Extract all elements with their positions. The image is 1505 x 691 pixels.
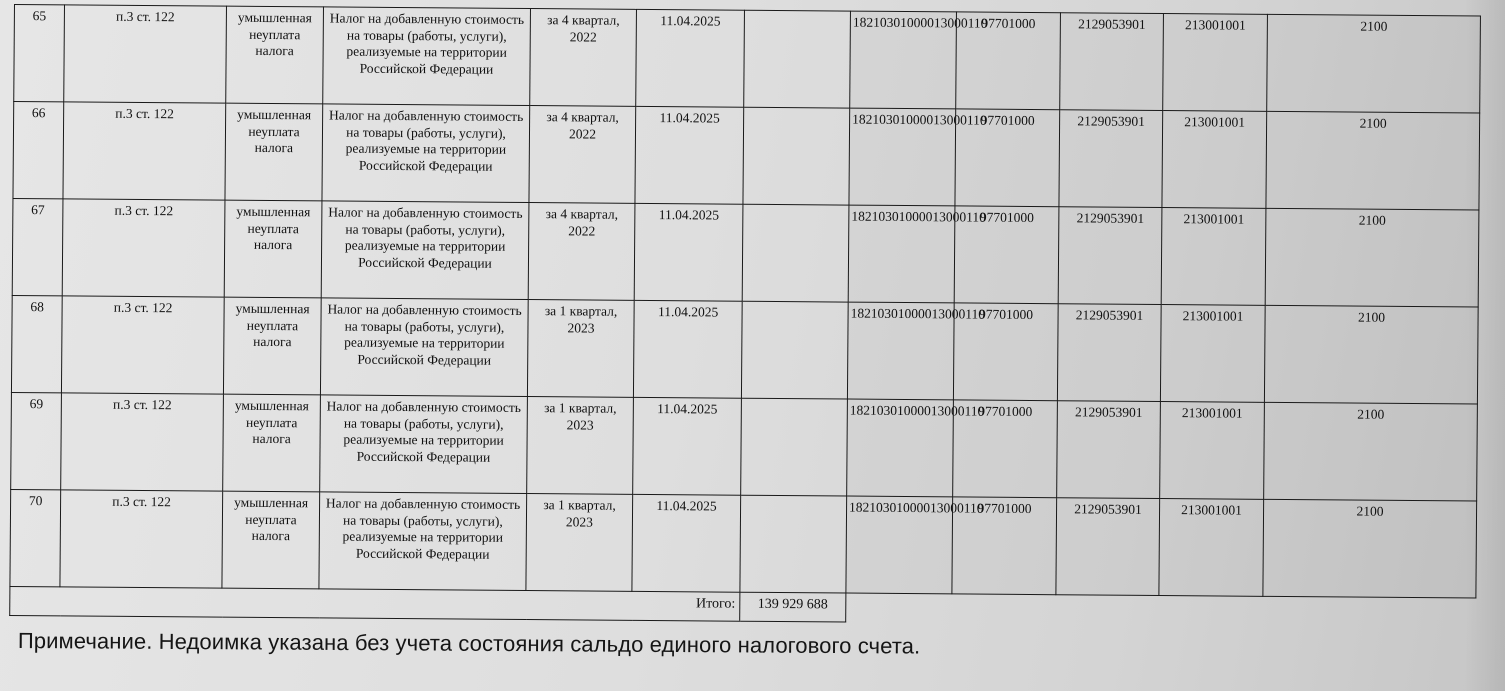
arrears-amount-cell	[740, 495, 847, 593]
tax-name-cell: Налог на добавленную стоимость на товары (работы, услуги), реализуемые на территории Российской Федерации	[320, 395, 528, 494]
kpp-code-cell: 213001001	[1160, 402, 1265, 500]
kpp-code-cell: 213001001	[1163, 14, 1268, 112]
total-label: Итого:	[10, 586, 740, 621]
oktmo-code-cell: 97701000	[956, 12, 1061, 110]
arrears-amount-cell	[741, 301, 848, 399]
due-date-cell: 11.04.2025	[633, 300, 742, 398]
due-date-cell: 11.04.2025	[633, 397, 742, 495]
status-code-cell: 2100	[1264, 402, 1478, 501]
violation-type-cell: умышленная неуплата налога	[223, 394, 321, 492]
kbk-code-cell: 18210301000013000110	[850, 11, 957, 109]
row-number-cell: 69	[11, 392, 62, 489]
tax-name-cell: Налог на добавленную стоимость на товары (работы, услуги), реализуемые на территории Российской Федерации	[319, 492, 527, 591]
arrears-amount-cell	[743, 107, 850, 205]
tax-code-article-cell: п.3 ст. 122	[64, 5, 227, 103]
tax-period-cell: за 1 квартал, 2023	[527, 300, 634, 398]
oktmo-code-cell: 97701000	[952, 497, 1057, 595]
kpp-code-cell: 213001001	[1160, 305, 1265, 403]
tax-name-cell: Налог на добавленную стоимость на товары (работы, услуги), реализуемые на территории Российской Федерации	[322, 104, 530, 203]
arrears-amount-cell	[744, 10, 851, 108]
status-code-cell: 2100	[1263, 499, 1477, 598]
table-row	[12, 198, 1479, 307]
violation-type-cell: умышленная неуплата налога	[223, 297, 321, 395]
kbk-code-cell: 18210301000013000110	[848, 205, 955, 303]
due-date-cell: 11.04.2025	[635, 106, 744, 204]
inn-code-cell: 2129053901	[1057, 304, 1161, 402]
row-number-cell: 66	[13, 102, 64, 199]
tax-period-cell: за 4 квартал, 2022	[529, 106, 636, 204]
kbk-code-cell: 18210301000013000110	[846, 496, 953, 594]
oktmo-code-cell: 97701000	[955, 109, 1060, 207]
kbk-code-cell: 18210301000013000110	[849, 108, 956, 206]
tax-period-cell: за 1 квартал, 2023	[527, 397, 634, 495]
inn-code-cell: 2129053901	[1059, 110, 1163, 208]
kpp-code-cell: 213001001	[1162, 111, 1267, 209]
tax-name-cell: Налог на добавленную стоимость на товары (работы, услуги), реализуемые на территории Российской Федерации	[320, 298, 528, 397]
table-row	[11, 392, 1478, 501]
total-row-empty	[846, 593, 1476, 627]
table-row	[11, 295, 1478, 404]
violation-type-cell: умышленная неуплата налога	[225, 103, 323, 201]
total-value: 139 929 688	[740, 592, 846, 622]
row-number-cell: 67	[12, 198, 63, 295]
tax-code-article-cell: п.3 ст. 122	[61, 393, 224, 491]
inn-code-cell: 2129053901	[1057, 401, 1161, 499]
arrears-table	[9, 4, 1481, 628]
kbk-code-cell: 18210301000013000110	[847, 399, 954, 497]
table-row	[13, 102, 1480, 211]
status-code-cell: 2100	[1267, 14, 1481, 113]
tax-period-cell: за 1 квартал, 2023	[526, 494, 633, 592]
violation-type-cell: умышленная неуплата налога	[224, 200, 322, 298]
arrears-table-wrapper	[9, 4, 1480, 627]
status-code-cell: 2100	[1266, 111, 1480, 210]
tax-period-cell: за 4 квартал, 2022	[530, 9, 637, 107]
oktmo-code-cell: 97701000	[953, 303, 1058, 401]
table-row	[14, 5, 1481, 114]
kpp-code-cell: 213001001	[1159, 499, 1264, 597]
arrears-amount-cell	[741, 398, 848, 496]
kpp-code-cell: 213001001	[1161, 208, 1266, 306]
kbk-code-cell: 18210301000013000110	[847, 302, 954, 400]
tax-code-article-cell: п.3 ст. 122	[60, 490, 223, 588]
oktmo-code-cell: 97701000	[953, 400, 1058, 498]
tax-name-cell: Налог на добавленную стоимость на товары (работы, услуги), реализуемые на территории Российской Федерации	[323, 7, 531, 106]
status-code-cell: 2100	[1265, 208, 1479, 307]
tax-code-article-cell: п.3 ст. 122	[63, 102, 226, 200]
inn-code-cell: 2129053901	[1058, 207, 1162, 305]
row-number-cell: 70	[10, 489, 61, 586]
tax-name-cell: Налог на добавленную стоимость на товары (работы, услуги), реализуемые на территории Российской Федерации	[321, 201, 529, 300]
footnote: Примечание. Недоимка указана без учета состояния сальдо единого налогового счета.	[17, 628, 921, 659]
tax-code-article-cell: п.3 ст. 122	[61, 296, 224, 394]
violation-type-cell: умышленная неуплата налога	[222, 491, 320, 589]
inn-code-cell: 2129053901	[1060, 13, 1164, 111]
oktmo-code-cell: 97701000	[954, 206, 1059, 304]
arrears-amount-cell	[742, 204, 849, 302]
tax-period-cell: за 4 квартал, 2022	[528, 203, 635, 301]
due-date-cell: 11.04.2025	[636, 9, 745, 107]
row-number-cell: 68	[11, 295, 62, 392]
table-row	[10, 489, 1477, 598]
violation-type-cell: умышленная неуплата налога	[226, 6, 324, 104]
table-body	[10, 5, 1481, 598]
due-date-cell: 11.04.2025	[634, 203, 743, 301]
due-date-cell: 11.04.2025	[632, 494, 741, 592]
inn-code-cell: 2129053901	[1056, 498, 1160, 596]
tax-code-article-cell: п.3 ст. 122	[62, 199, 225, 297]
status-code-cell: 2100	[1264, 305, 1478, 404]
row-number-cell: 65	[14, 5, 65, 102]
